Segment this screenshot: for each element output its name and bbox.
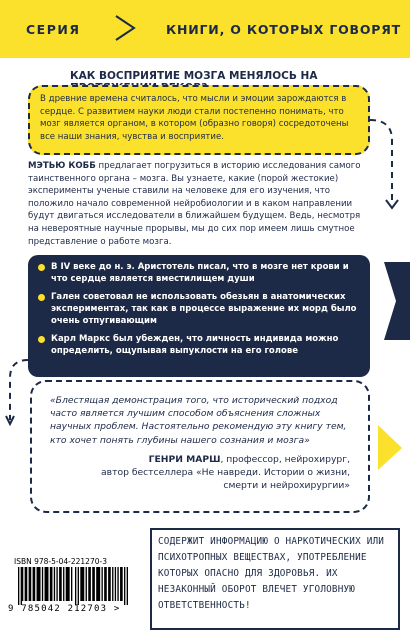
barcode-bar xyxy=(59,567,62,601)
barcode-bar xyxy=(108,567,111,601)
barcode-bar xyxy=(104,567,107,601)
barcode-bar xyxy=(115,567,116,601)
barcode-bar xyxy=(66,567,70,601)
barcode-bar xyxy=(75,567,76,605)
fact-text: Карл Маркс был убежден, что личность индивида можно определить, ощупывая выпуклости на его голове xyxy=(51,334,339,356)
barcode-bar xyxy=(86,567,87,601)
barcode-bar xyxy=(92,567,95,601)
barcode-bar xyxy=(29,567,32,601)
barcode-bar xyxy=(80,567,84,601)
description-text: предлагает погрузиться в историю исследования самого таинственного органа – мозга. Вы узнаете, какие (порой жестокие) эксперименты ученые ставили на человеке для его изучения, что положило начало современной нейробиологии и в каком направлении будут двигаться исследователи в ближайшем будущем. Ведь, несмотря на невероятные научные прорывы, мы до сих пор имеем лишь смутное представление о работе мозга. xyxy=(28,161,361,247)
barcode-bar xyxy=(54,567,55,601)
bullet-icon xyxy=(38,294,45,301)
barcode-bar xyxy=(78,567,79,605)
fact-item xyxy=(38,333,360,357)
barcode-bar xyxy=(71,567,72,601)
legal-warning-text: СОДЕРЖИТ ИНФОРМАЦИЮ О НАРКОТИЧЕСКИХ ИЛИ ПСИХОТРОПНЫХ ВЕЩЕСТВАХ, УПОТРЕБЛЕНИЕ КОТОРЫХ ОПАСНО ДЛЯ ЗДОРОВЬЯ. ИХ НЕЗАКОННЫЙ ОБОРОТ ВЛЕЧЕТ УГОЛОВНУЮ ОТВЕТСТВЕННОСТЬ! xyxy=(158,536,385,611)
arrow-icon xyxy=(386,200,398,208)
legal-warning-box xyxy=(150,528,400,630)
barcode-bar xyxy=(63,567,64,601)
series-label: СЕРИЯ xyxy=(26,22,81,37)
barcode-bar xyxy=(22,567,23,601)
barcode xyxy=(14,567,132,605)
intro-box xyxy=(28,85,370,155)
facts-box xyxy=(28,255,370,377)
arrow-icon xyxy=(378,425,402,470)
bullet-icon xyxy=(38,336,45,343)
barcode-bar xyxy=(18,567,19,605)
fact-text: Гален советовал не использовать обезьян в анатомических экспериментах, так как в процессе выражение их морд было очень отпугивающим xyxy=(51,292,357,326)
barcode-bar xyxy=(21,567,22,605)
barcode-bar xyxy=(120,567,123,601)
barcode-bar xyxy=(56,567,57,601)
barcode-bar xyxy=(42,567,43,601)
barcode-bar xyxy=(45,567,49,601)
barcode-bar xyxy=(88,567,91,601)
isbn-label: ISBN 978-5-04-221270-3 xyxy=(14,557,107,566)
barcode-bar xyxy=(96,567,100,601)
review-signature xyxy=(50,453,354,492)
review-author-line3: смерти и нейрохирургии» xyxy=(223,479,350,491)
barcode-bar xyxy=(25,567,28,601)
section-question: КАК ВОСПРИЯТИЕ МОЗГА МЕНЯЛОСЬ НА xyxy=(70,70,318,82)
review-author-role: , профессор, нейрохирург, xyxy=(220,453,350,465)
fact-item xyxy=(38,291,360,327)
barcode-bar xyxy=(112,567,113,601)
review-author-line2: автор бестселлера «Не навреди. Истории о жизни, xyxy=(101,466,350,478)
dashed-connector-left xyxy=(10,360,28,420)
description-author: МЭТЬЮ КОББ xyxy=(28,161,96,171)
barcode-bar xyxy=(50,567,53,601)
review-quote-text: «Блестящая демонстрация того, что исторический подход часто является лучшим способом объяснения сложных научных проблем. Настоятельно рекомендую эту книгу тем, кто хочет понять глубины нашего сознания и мозга» xyxy=(50,395,347,446)
fact-text: В IV веке до н. э. Аристотель писал, что в мозге нет крови и что сердце является вместилищем души xyxy=(51,262,349,284)
series-header xyxy=(0,0,410,58)
isbn-digits: 9 785042 212703 > xyxy=(8,604,121,614)
series-title: КНИГИ, О КОТОРЫХ ГОВОРЯТ xyxy=(166,22,402,37)
arrow-icon xyxy=(384,262,410,340)
barcode-bar xyxy=(127,567,128,605)
bullet-icon xyxy=(38,264,45,271)
barcode-bar xyxy=(33,567,36,601)
review-author: ГЕНРИ МАРШ xyxy=(148,453,221,465)
intro-box-text: В древние времена считалось, что мысли и эмоции зарождаются в сердце. С развитием науки люди стали постепенно понимать, что мозг является органом, в котором (образно говоря) сосредоточены все наши знания, чувства и восприятие. xyxy=(40,94,349,142)
chevron-right-icon xyxy=(112,14,138,42)
arrow-icon xyxy=(6,416,14,424)
fact-item xyxy=(38,261,360,285)
book-description xyxy=(28,160,370,248)
barcode-bar xyxy=(117,567,118,601)
dashed-connector-top xyxy=(370,120,392,205)
review-quote-box xyxy=(30,380,370,513)
barcode-bar xyxy=(124,567,125,605)
barcode-bar xyxy=(37,567,41,601)
barcode-bar xyxy=(101,567,102,601)
